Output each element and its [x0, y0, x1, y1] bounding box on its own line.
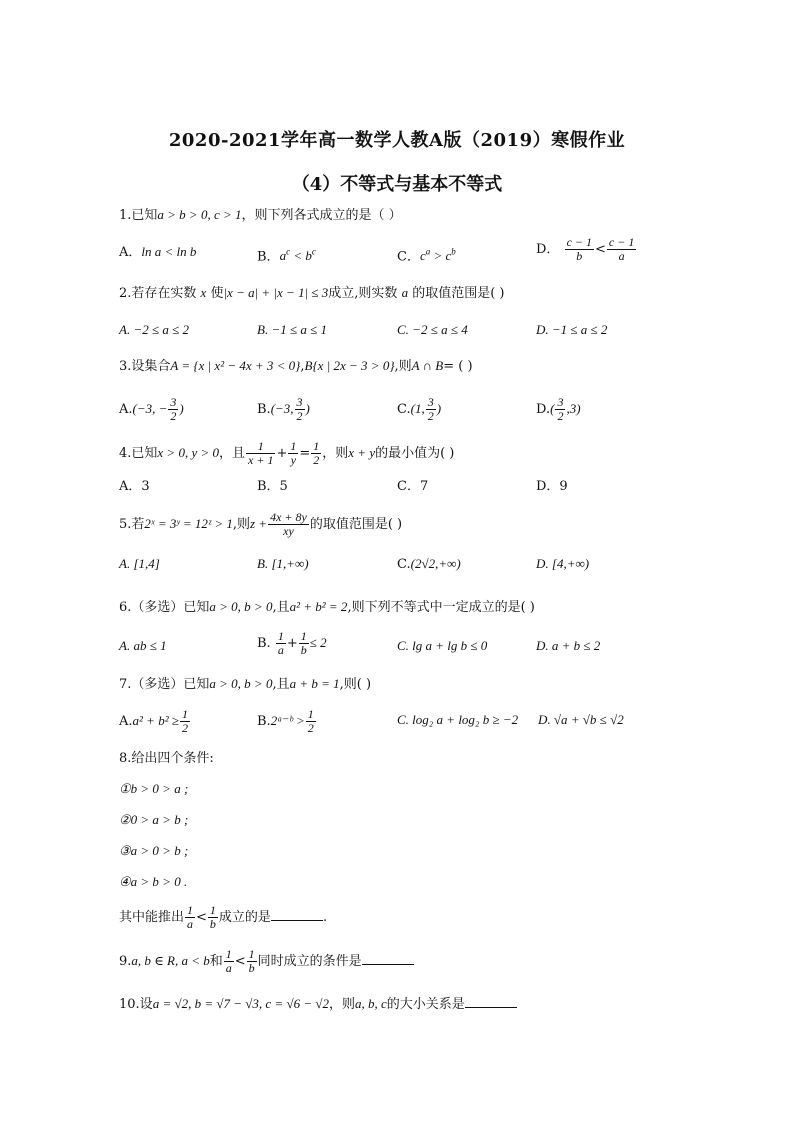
question-5-option-b: B. [1,+∞)	[257, 556, 309, 571]
question-4-option-c: C．7	[397, 479, 429, 494]
question-6-stem: 6.（多选）已知a > 0, b > 0,且a² + b² = 2,则下列不等式中一定成立的是( )	[119, 599, 535, 615]
question-7-option-b: B.2ᵃ⁻ᵇ > $\frac{1}{2}$	[257, 707, 314, 735]
question-7-stem: 7.（多选）已知a > 0, b > 0,且a + b = 1,则( )	[119, 676, 372, 692]
question-8-condition-1: ①b > 0 > a ;	[119, 781, 189, 796]
question-7-option-c: C. log₂ a + log₂ b ≥ −2	[397, 712, 519, 727]
question-5-option-d: D. [4,+∞)	[536, 556, 590, 571]
question-2-option-d: D. −1 ≤ a ≤ 2	[536, 322, 608, 337]
question-7-option-a: A.a² + b² ≥ $\frac{1}{2}$	[119, 707, 188, 735]
question-8-condition-4: ④a > b > 0 .	[119, 874, 188, 889]
question-1-option-c: C．$c^a > c^b$	[397, 247, 456, 265]
question-8-condition-3: ③a > 0 > b ;	[119, 843, 189, 858]
question-8-conclusion: 其中能推出 $\frac{1}{a}$ < $\frac{1}{b}$ 成立的是 .	[119, 903, 328, 931]
page-title: 2020-2021学年高一数学人教A版（2019）寒假作业	[168, 130, 626, 151]
question-3-option-a: A.(−3, − $\frac{3}{2}$ )	[119, 395, 184, 423]
question-1-option-b: B．$a^c < b^c$	[257, 247, 316, 265]
question-9-stem: 9.a, b ∈ R, a < b和 $\frac{1}{a}$ < $\frac{1}{b}$ 同时成立的条件是	[119, 948, 414, 975]
question-8-stem: 8.给出四个条件:	[119, 751, 214, 766]
question-4-stem: 4.已知x > 0, y > 0，且 $\frac{1}{x + 1}$ + $\frac{1}{y}$ = $\frac{1}{2}$ ，则x + y的最小值为( )	[119, 439, 455, 467]
question-6-option-b: B. $\frac{1}{a}$ + $\frac{1}{b}$ ≤ 2	[257, 629, 327, 657]
question-10-stem: 10.设a = √2, b = √7 − √3, c = √6 − √2，则a, b, c的大小关系是	[119, 994, 517, 1015]
question-2-option-c: C. −2 ≤ a ≤ 4	[397, 322, 468, 337]
question-5-stem: 5.若2ˣ = 3ʸ = 12ᶻ > 1,则z + $\frac{4x + 8y}{xy}$ 的取值范围是( )	[119, 510, 403, 538]
question-2-stem: 2.若存在实数 x 使|x − a| + |x − 1| ≤ 3成立,则实数 a 的取值范围是( )	[119, 285, 505, 301]
question-6-option-d: D. a + b ≤ 2	[536, 638, 601, 653]
fraction: $\frac{c - 1}{b}$	[566, 235, 593, 263]
answer-blank[interactable]	[362, 952, 414, 965]
question-2-option-a: A. −2 ≤ a ≤ 2	[119, 322, 189, 337]
answer-blank[interactable]	[271, 908, 323, 921]
question-3-option-d: D.( $\frac{3}{2}$ ,3)	[536, 395, 581, 423]
question-4-option-d: D．9	[536, 479, 568, 494]
question-2-option-b: B. −1 ≤ a ≤ 1	[257, 322, 327, 337]
question-3-option-b: B.(−3, $\frac{3}{2}$ )	[257, 395, 310, 423]
question-3-option-c: C.(1, $\frac{3}{2}$ )	[397, 395, 442, 423]
question-1-option-a: A．ln a < ln b	[119, 244, 197, 260]
question-5-option-a: A. [1,4]	[119, 556, 160, 571]
answer-blank[interactable]	[465, 995, 517, 1008]
fraction: $\frac{c - 1}{a}$	[608, 235, 635, 263]
question-4-option-a: A．3	[119, 479, 150, 494]
question-1-option-d: D． $\frac{c - 1}{b}$ < $\frac{c - 1}{a}$	[536, 235, 635, 263]
question-5-option-c: C.(2√2,+∞)	[397, 556, 461, 572]
question-1-stem: 1.已知a > b > 0, c > 1，则下列各式成立的是（ ）	[119, 207, 402, 223]
question-6-option-a: A. ab ≤ 1	[119, 638, 167, 653]
question-6-option-c: C. lg a + lg b ≤ 0	[397, 638, 488, 653]
question-4-option-b: B．5	[257, 479, 288, 494]
question-3-stem: 3.设集合A = {x | x² − 4x + 3 < 0},B{x | 2x − 3 > 0},则A ∩ B= ( )	[119, 358, 473, 374]
question-8-condition-2: ②0 > a > b ;	[119, 812, 189, 827]
page-subtitle: （4）不等式与基本不等式	[291, 174, 503, 195]
question-7-option-d: D. √a + √b ≤ √2	[538, 712, 624, 727]
